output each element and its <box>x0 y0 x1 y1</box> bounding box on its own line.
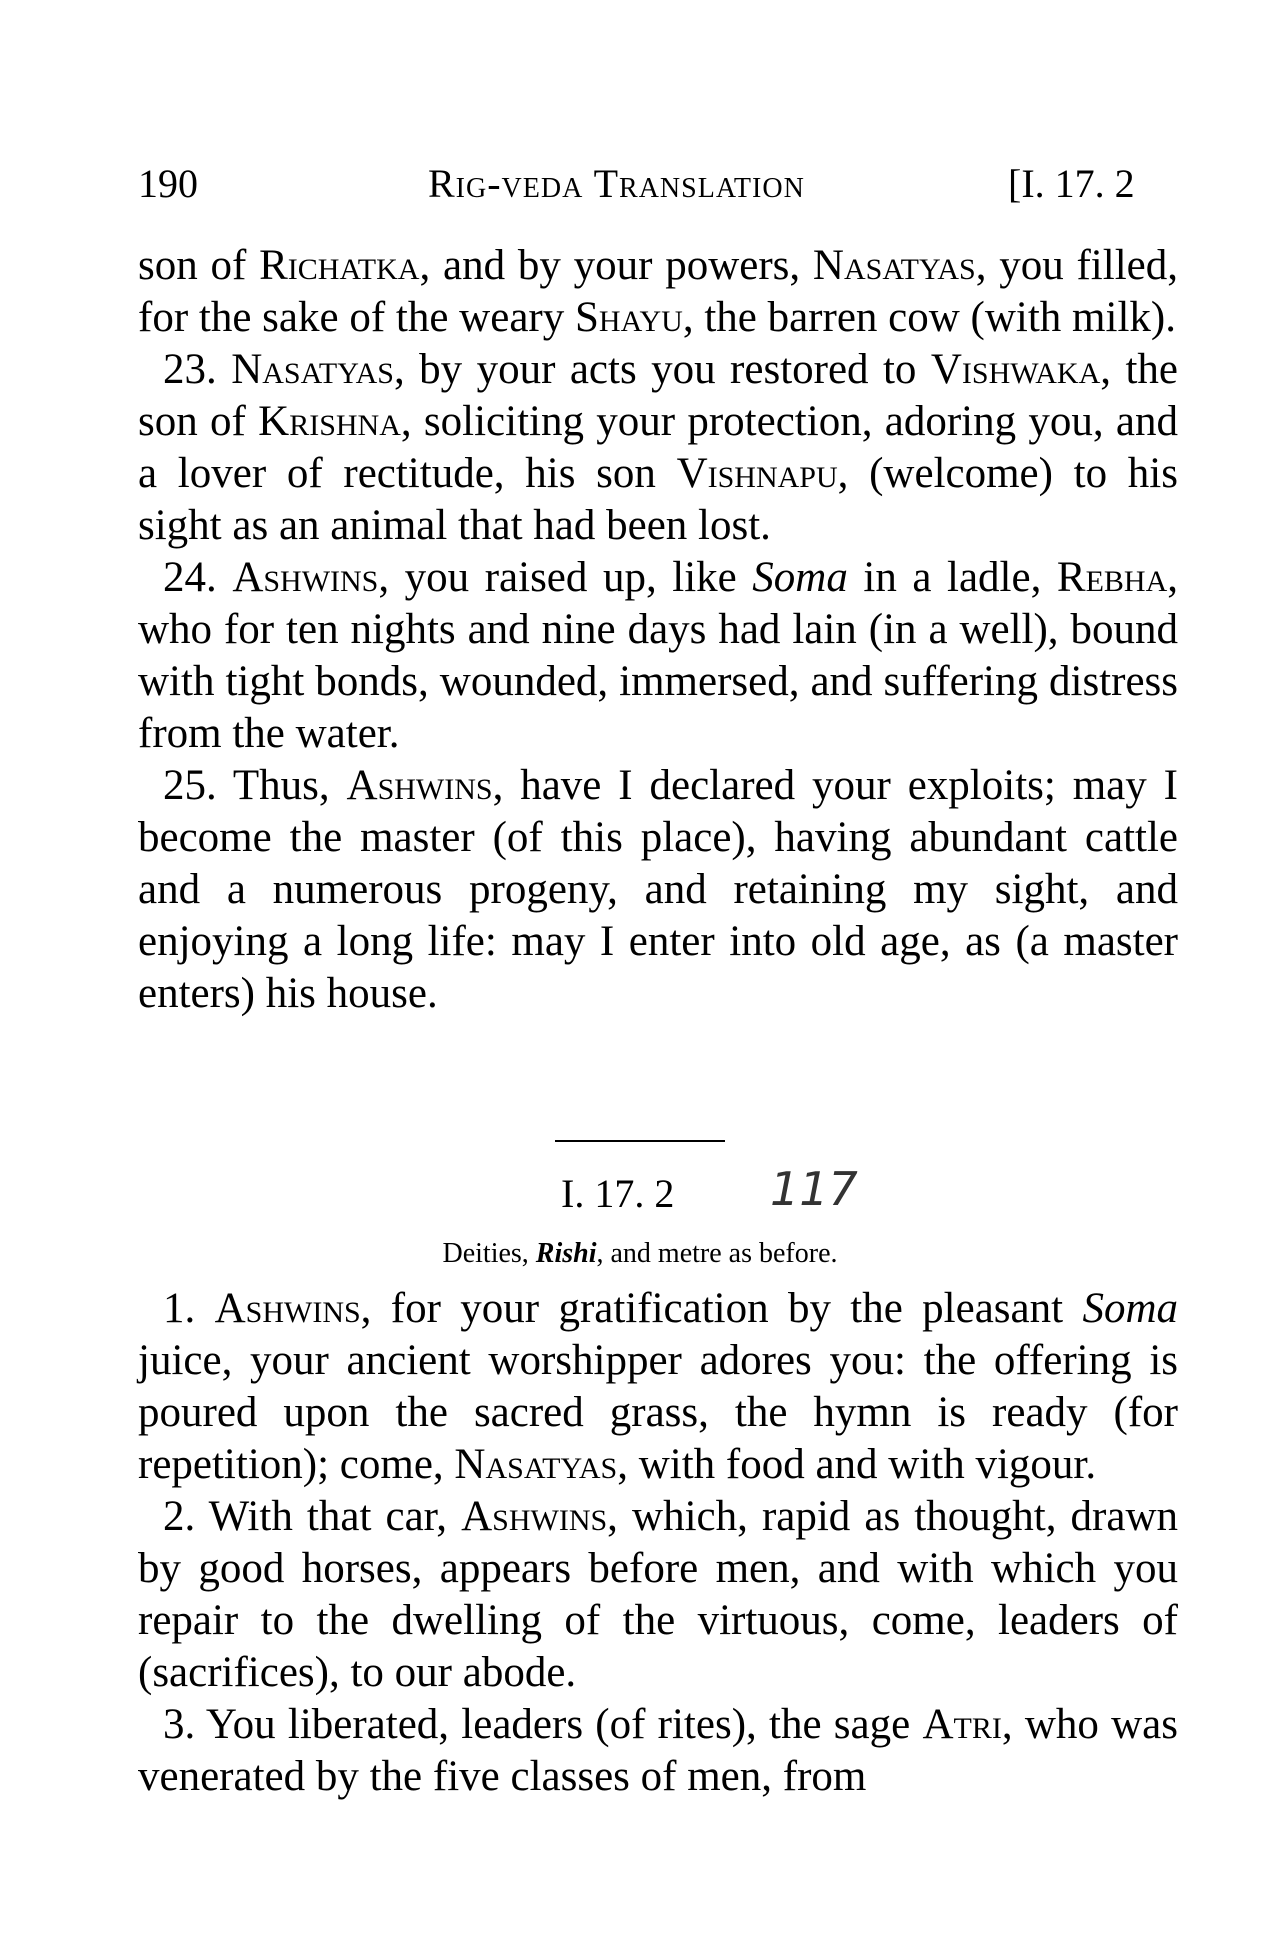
text-run: , you filled, for the sake of the weary <box>138 242 1178 341</box>
running-title: Rig-veda Translation <box>428 161 805 206</box>
text-run: , you raised up, like <box>378 554 753 601</box>
proper-name: Nasatyas <box>454 1441 618 1488</box>
paragraph <box>138 240 1178 344</box>
text-run: , and by your powers, <box>419 242 813 289</box>
paragraph <box>138 344 1178 552</box>
text-run: 23. <box>163 346 232 393</box>
paragraph <box>138 1283 1178 1491</box>
text-run: 2. With that car, <box>163 1493 462 1540</box>
proper-name: Ashwins <box>461 1493 608 1540</box>
proper-name: Ashwins <box>232 554 379 601</box>
paragraph <box>138 1491 1178 1699</box>
section-divider <box>555 1140 725 1142</box>
proper-name: Richatka <box>259 242 420 289</box>
text-run: , the son of <box>138 346 1178 445</box>
page-header <box>138 160 1178 220</box>
proper-name: Shayu <box>574 294 683 341</box>
page-number: 190 <box>138 161 198 206</box>
proper-name: Vishnapu <box>676 450 838 497</box>
proper-name: Krishna <box>258 398 401 445</box>
text-run: in a ladle, <box>847 554 1057 601</box>
text-run: 25. Thus, <box>163 762 347 809</box>
paragraph <box>138 760 1178 1020</box>
text-run: , which, rapid as thought, drawn by good horses, appears before men, and with which you repair to the dwelling of the virtuous, come, leaders of (sacrifices), to our abode. <box>138 1493 1178 1696</box>
text-run: son of <box>138 242 260 289</box>
text-run: , by your acts you restored to <box>393 346 931 393</box>
text-block-top <box>138 240 1178 1020</box>
text-run: 24. <box>163 554 233 601</box>
text-run: 1. <box>163 1285 215 1332</box>
paragraph <box>138 1699 1178 1803</box>
proper-name: Nasatyas <box>231 346 394 393</box>
proper-name: Vishwaka <box>930 346 1101 393</box>
text-run: , for your gratification by the pleasant <box>360 1285 1083 1332</box>
text-run: , with food and with vigour. <box>617 1441 1097 1488</box>
handwritten-annotation: 117 <box>770 1162 858 1216</box>
note-run: Rishi <box>535 1238 597 1269</box>
text-run: juice, your ancient worshipper adores you: the offering is poured upon the sacred grass, the hymn is ready (for repetition); come, <box>138 1337 1178 1488</box>
text-run: , have I declared your exploits; may I become the master (of this place), having abundant cattle and a numerous progeny, and retaining my sight, and enjoying a long life: may I enter into old age, as (a master enters) his house. <box>138 762 1178 1017</box>
text-run: 3. You liberated, leaders (of rites), the sage <box>163 1701 923 1748</box>
paragraph <box>138 552 1178 760</box>
text-run: , who was venerated by the five classes of men, from <box>138 1701 1178 1800</box>
section-heading: I. 17. 2 <box>561 1171 675 1216</box>
note-run: , and metre as before. <box>596 1238 838 1269</box>
proper-name: Nasatyas <box>812 242 976 289</box>
proper-name: Ashwins <box>346 762 493 809</box>
section-note <box>300 1238 980 1270</box>
emphasis-text: Soma <box>752 554 848 601</box>
proper-name: Atri <box>922 1701 1002 1748</box>
text-run: , the barren cow (with milk). <box>682 294 1176 341</box>
text-block-bottom <box>138 1283 1178 1803</box>
text-run: , who for ten nights and nine days had lain (in a well), bound with tight bonds, wounded, immersed, and suffering distress from the water. <box>138 554 1178 757</box>
note-run: Deities, <box>442 1238 536 1269</box>
text-run: , soliciting your protection, adoring you, and a lover of rectitude, his son <box>138 398 1178 497</box>
emphasis-text: Soma <box>1082 1285 1178 1332</box>
section-reference: [I. 17. 2 <box>1008 161 1135 206</box>
proper-name: Rebha <box>1056 554 1168 601</box>
proper-name: Ashwins <box>214 1285 361 1332</box>
text-run: , (welcome) to his sight as an animal that had been lost. <box>138 450 1178 549</box>
